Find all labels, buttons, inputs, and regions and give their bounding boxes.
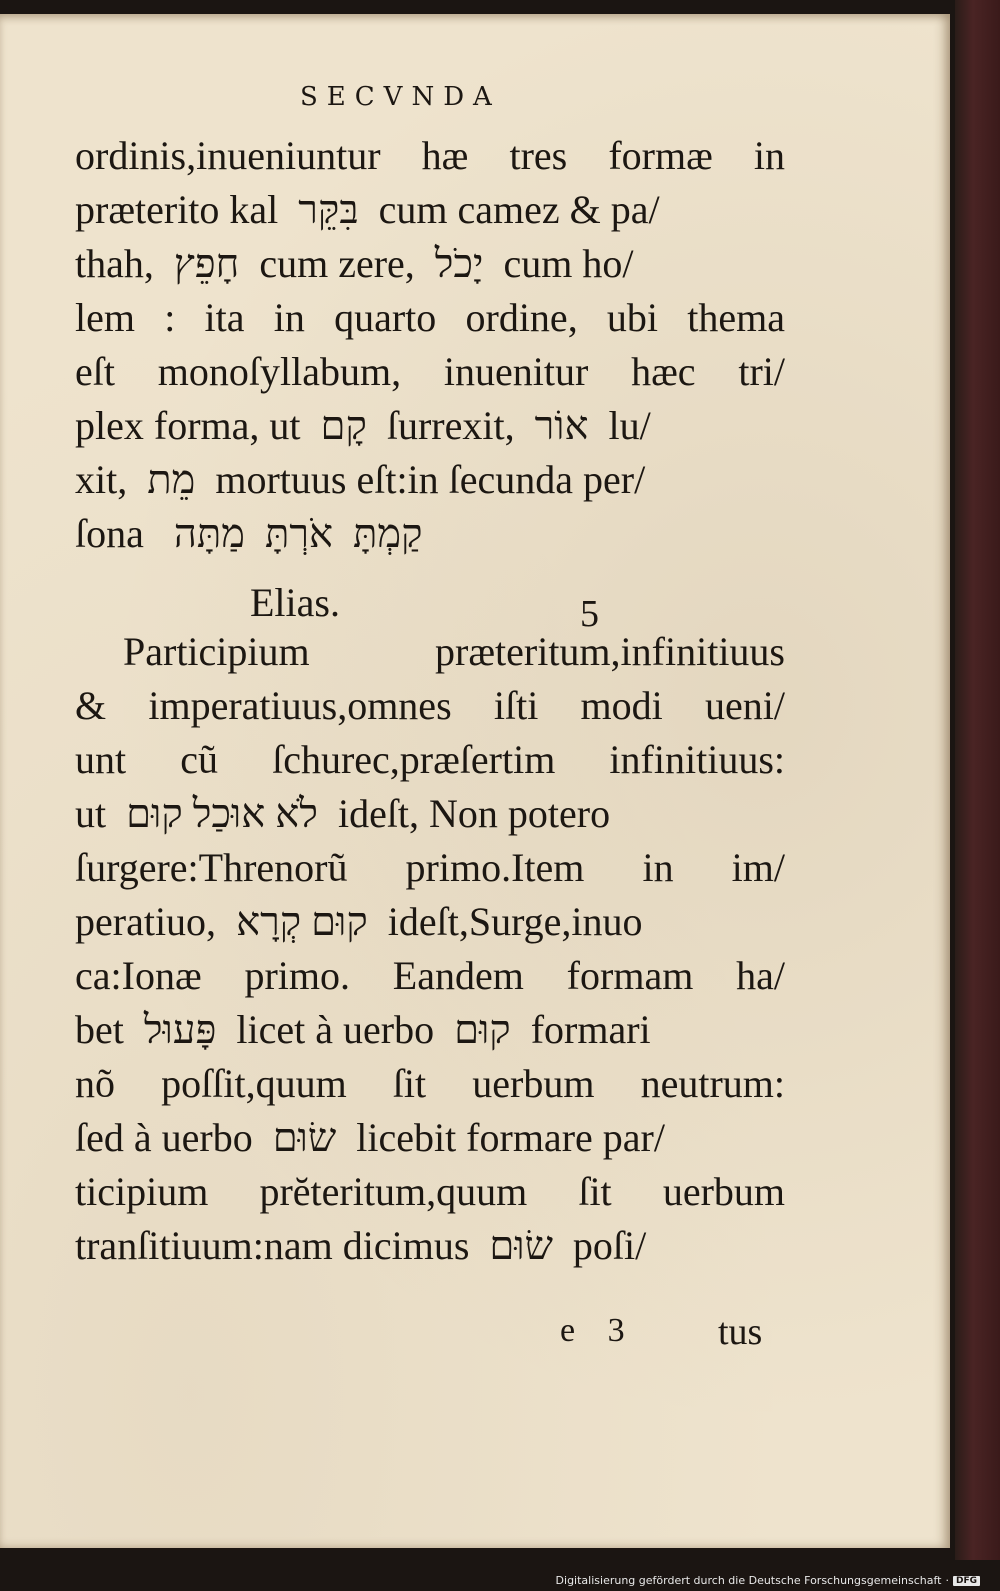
text-line: plex forma, ut קָם ſurrexit, אוֹר lu/ [75, 403, 651, 448]
text-line: ſona קַמְתָּ אֹרְתָּ מַתָּה [75, 511, 423, 556]
text-line: lem : ita in quarto ordine, ubi thema [75, 295, 785, 340]
credit-text: Digitalisierung gefördert durch die Deutsche Forschungsgemeinschaft [555, 1574, 942, 1587]
book-page [0, 14, 950, 1548]
digitization-credit: Digitalisierung gefördert durch die Deutsche Forschungsgemeinschaft · DFG [556, 1574, 980, 1587]
signature-mark: e 3 [560, 1312, 637, 1349]
text-line: nõ poſſit,quum ſit uerbum neutrum: [75, 1061, 785, 1106]
text-line: unt cũ ſchurec,præſertim infinitiuus: [75, 737, 785, 782]
dfg-logo: DFG [953, 1576, 980, 1586]
text-line: bet פָּעוּל licet à uerbo קוּם formari [75, 1007, 651, 1052]
text-line: ticipium prĕteritum,quum ſit uerbum [75, 1169, 785, 1214]
text-line: ca:Ionæ primo. Eandem formam ha/ [75, 953, 785, 998]
text-line: peratiuo, קוּם קְרָא ideſt,Surge,inuo [75, 899, 643, 944]
section-heading: Elias. [250, 580, 340, 625]
text-line: ſurgere:Threnorũ primo.Item in im/ [75, 845, 785, 890]
text-line: præterito kal בִּקֵּר cum camez & pa/ [75, 187, 660, 232]
book-spine [955, 0, 1000, 1560]
text-line: & imperatiuus,omnes iſti modi ueni/ [75, 683, 785, 728]
text-line: ordinis,inueniuntur hæ tres formæ in [75, 133, 785, 178]
text-line: tranſitiuum:nam dicimus שׂוּם poſi/ [75, 1223, 647, 1268]
text-line: ſed à uerbo שׂוּם licebit formare par/ [75, 1115, 665, 1160]
text-line: xit, מֵת mortuus eſt:in ſecunda per/ [75, 457, 646, 502]
text-line: eſt monoſyllabum, inuenitur hæc tri/ [75, 349, 785, 394]
text-line: Participium præteritum,infinitiuus [123, 629, 785, 674]
marginal-number: 5 [580, 593, 599, 635]
catchword: tus [718, 1311, 763, 1353]
running-head: SECVNDA [300, 82, 501, 112]
text-line: thah, חָפֵץ cum zere, יָכֹל cum ho/ [75, 241, 634, 286]
text-line: ut לֹא אוּכַל קוּם ideſt, Non potero [75, 791, 611, 836]
